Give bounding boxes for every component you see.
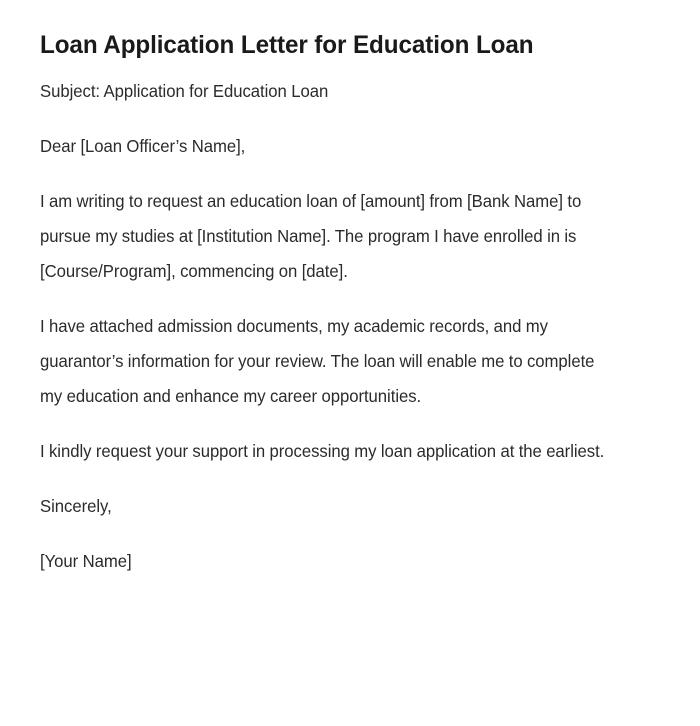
page-title: Loan Application Letter for Education Loan [40,31,534,59]
signature-name-line: [Your Name] [40,551,132,571]
signoff-line: Sincerely, [40,496,112,516]
subject-line: Subject: Application for Education Loan [40,81,329,101]
paragraph-request: I am writing to request an education loan of [amount] from [Bank Name] to pursue my studies at [Institution Name]. The program I have enrolled in is [Course/Program], commencing on [date]. [40,191,582,281]
paragraph-closing-request: I kindly request your support in processing my loan application at the earliest. [40,441,605,461]
paragraph-attachments: I have attached admission documents, my academic records, and my guarantor’s information for your review. The loan will enable me to complete my education and enhance my career opportunities. [40,316,595,406]
salutation-line: Dear [Loan Officer’s Name], [40,136,246,156]
letter-body [40,74,640,579]
